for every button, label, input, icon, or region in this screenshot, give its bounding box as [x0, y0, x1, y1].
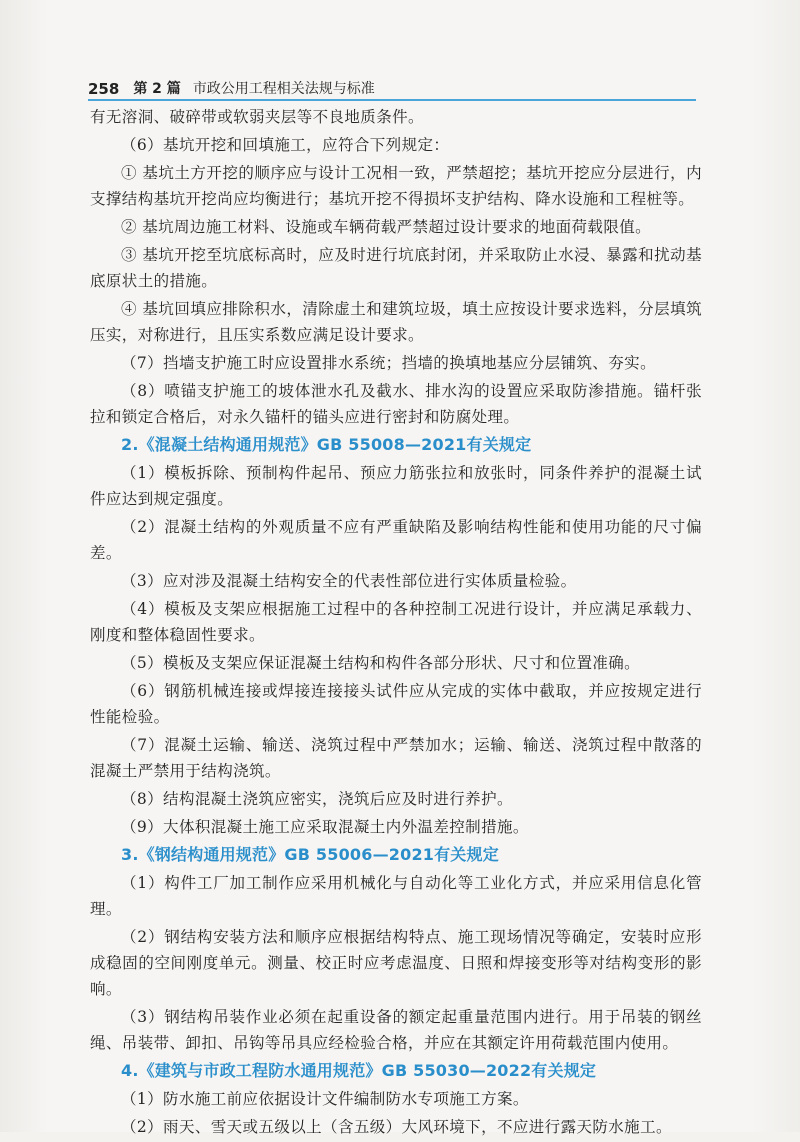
paragraph: （7）混凝土运输、输送、浇筑过程中严禁加水；运输、输送、浇筑过程中散落的混凝土严禁用于结构浇筑。 — [90, 736, 702, 780]
paragraph: （8）喷锚支护施工的坡体泄水孔及截水、排水沟的设置应采取防渗措施。锚杆张拉和锁定合格后，对永久锚杆的锚头应进行密封和防腐处理。 — [90, 382, 702, 426]
paragraph: （5）模板及支架应保证混凝土结构和构件各部分形状、尺寸和位置准确。 — [121, 654, 641, 672]
paragraph: （7）挡墙支护施工时应设置排水系统；挡墙的换填地基应分层铺筑、夯实。 — [121, 354, 656, 372]
paragraph: （3）应对涉及混凝土结构安全的代表性部位进行实体质量检验。 — [121, 572, 577, 590]
paragraph: （2）钢结构安装方法和顺序应根据结构特点、施工现场情况等确定，安装时应形成稳固的空间刚度单元。测量、校正时应考虑温度、日照和焊接变形等对结构变形的影响。 — [90, 928, 702, 998]
paragraph: （2）混凝土结构的外观质量不应有严重缺陷及影响结构性能和使用功能的尺寸偏差。 — [90, 518, 702, 562]
running-header — [88, 76, 696, 98]
paragraph: （4）模板及支架应根据施工过程中的各种控制工况进行设计，并应满足承载力、刚度和整体稳固性要求。 — [90, 600, 702, 644]
paragraph: ② 基坑周边施工材料、设施或车辆荷载严禁超过设计要求的地面荷载限值。 — [121, 218, 652, 236]
paragraph: ④ 基坑回填应排除积水，清除虚土和建筑垃圾，填土应按设计要求选料，分层填筑压实，对称进行，且压实系数应满足设计要求。 — [90, 300, 702, 344]
header-rule — [88, 99, 696, 101]
paragraph: 有无溶洞、破碎带或软弱夹层等不良地质条件。 — [90, 108, 424, 126]
section-heading: 2.《混凝土结构通用规范》GB 55008—2021有关规定 — [121, 435, 532, 454]
paragraph: （3）钢结构吊装作业必须在起重设备的额定起重量范围内进行。用于吊装的钢丝绳、吊装带、卸扣、吊钩等吊具应经检验合格，并应在其额定许用荷载范围内使用。 — [90, 1008, 702, 1052]
paragraph: （6）基坑开挖和回填施工，应符合下列规定： — [121, 136, 450, 154]
paragraph: （8）结构混凝土浇筑应密实，浇筑后应及时进行养护。 — [121, 790, 513, 808]
paragraph: （1）模板拆除、预制构件起吊、预应力筋张拉和放张时，同条件养护的混凝土试件应达到规定强度。 — [90, 464, 702, 508]
section-heading: 4.《建筑与市政工程防水通用规范》GB 55030—2022有关规定 — [121, 1061, 597, 1080]
paragraph: ③ 基坑开挖至坑底标高时，应及时进行坑底封闭，并采取防止水浸、暴露和扰动基底原状土的措施。 — [90, 246, 702, 290]
paragraph: （1）构件工厂加工制作应采用机械化与自动化等工业化方式，并应采用信息化管理。 — [90, 874, 702, 918]
paragraph: （2）雨天、雪天或五级以上（含五级）大风环境下，不应进行露天防水施工。 — [121, 1118, 672, 1136]
page-number: 258 — [88, 80, 120, 98]
section-heading: 3.《钢结构通用规范》GB 55006—2021有关规定 — [121, 845, 499, 864]
part-label: 第 2 篇 — [133, 81, 181, 97]
paragraph: ① 基坑土方开挖的顺序应与设计工况相一致，严禁超挖；基坑开挖应分层进行，内支撑结构基坑开挖尚应均衡进行；基坑开挖不得损坏支护结构、降水设施和工程桩等。 — [90, 164, 702, 208]
paragraph: （6）钢筋机械连接或焊接连接接头试件应从完成的实体中截取，并应按规定进行性能检验。 — [90, 682, 702, 726]
part-title: 市政公用工程相关法规与标准 — [192, 81, 375, 97]
paragraph: （9）大体积混凝土施工应采取混凝土内外温差控制措施。 — [121, 818, 529, 836]
page-body — [90, 104, 702, 1142]
paragraph: （1）防水施工前应依据设计文件编制防水专项施工方案。 — [121, 1090, 529, 1108]
